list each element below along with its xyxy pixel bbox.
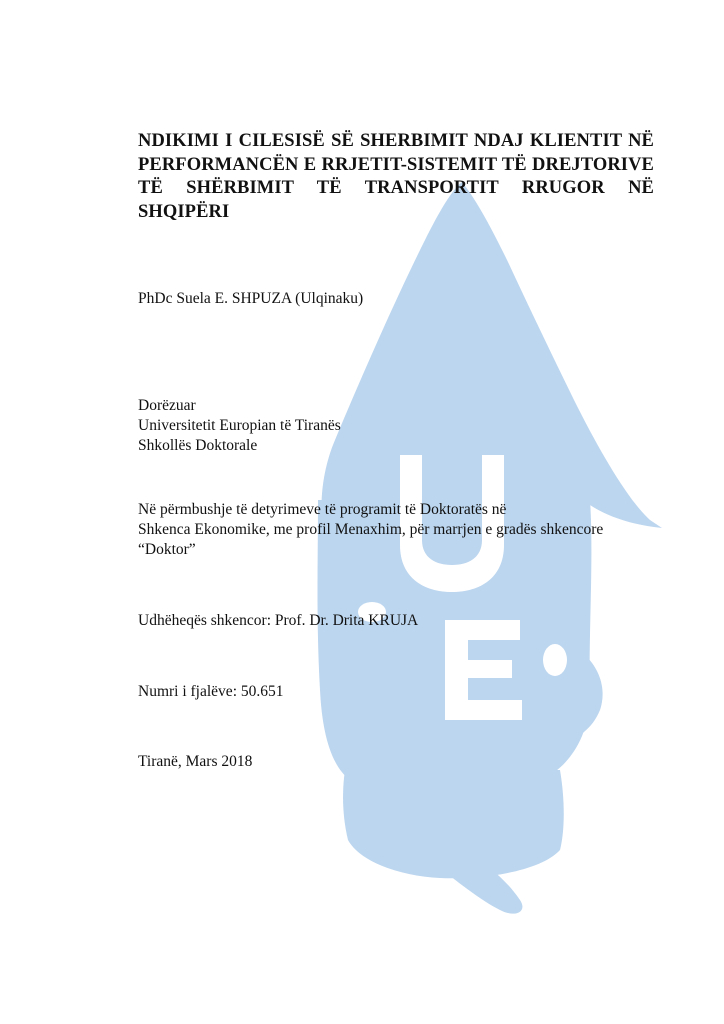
author-name: PhDc Suela E. SHPUZA (Ulqinaku)	[138, 290, 364, 307]
place-date: Tiranë, Mars 2018	[138, 753, 253, 770]
fulfillment-line-1: Në përmbushje të detyrimeve të programit të Doktoratës në	[138, 501, 507, 518]
school-name: Shkollës Doktorale	[138, 437, 258, 454]
fulfillment-line-2: Shkenca Ekonomike, me profil Menaxhim, për marrjen e gradës shkencore	[138, 521, 604, 538]
word-count: Numri i fjalëve: 50.651	[138, 683, 284, 700]
advisor-line: Udhëheqës shkencor: Prof. Dr. Drita KRUJA	[138, 612, 419, 629]
university-name: Universitetit Europian të Tiranës	[138, 417, 341, 434]
submission-label: Dorëzuar	[138, 397, 196, 414]
fulfillment-line-3: “Doktor”	[138, 541, 196, 558]
thesis-title: NDIKIMI I CILESISË SË SHERBIMIT NDAJ KLIENTIT NË PERFORMANCËN E RRJETIT-SISTEMIT TË DREJTORIVE TË SHËRBIMIT TË TRANSPORTIT RRUGOR NË SHQIPËRI	[138, 131, 654, 222]
